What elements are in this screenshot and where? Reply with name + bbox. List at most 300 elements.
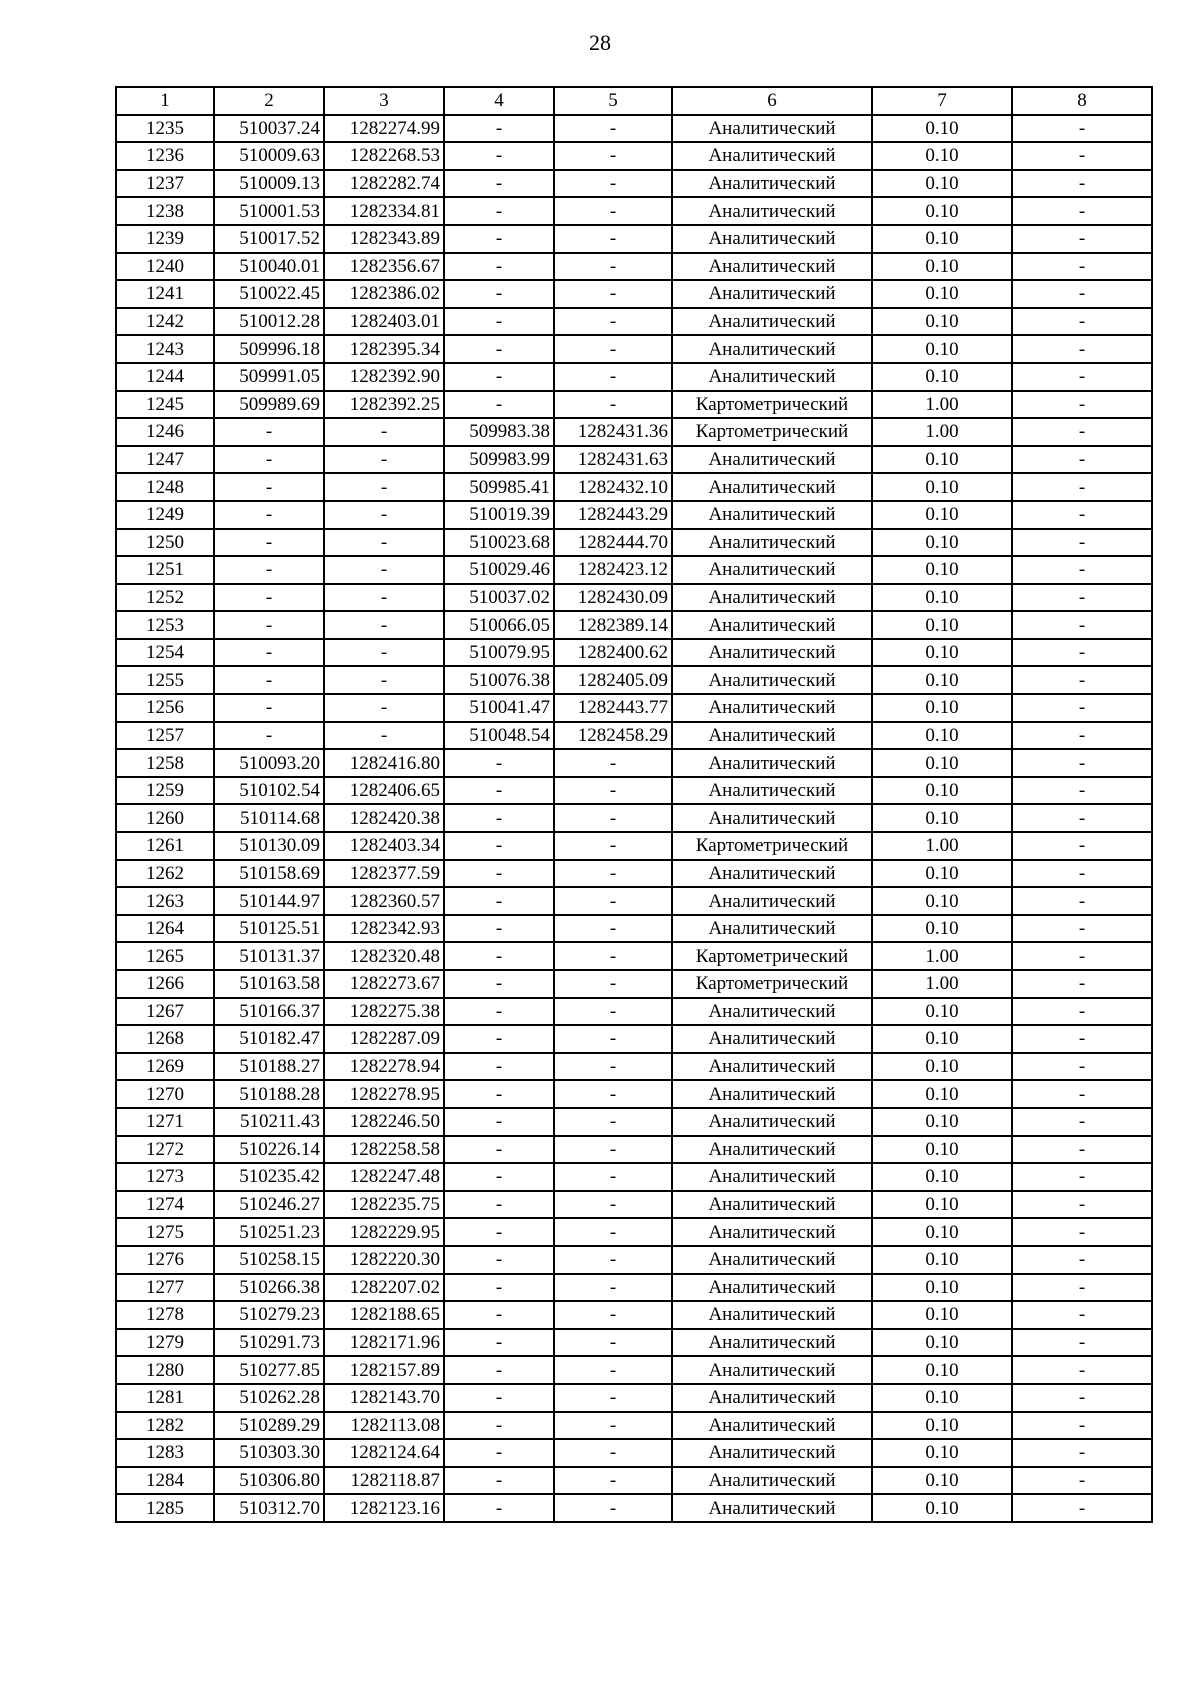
table-cell-col-1: 1268	[116, 1025, 214, 1053]
table-cell-col-5: -	[554, 1025, 672, 1053]
table-cell-col-3: 1282377.59	[324, 860, 444, 888]
table-cell-col-7: 0.10	[872, 1025, 1012, 1053]
table-cell-col-4: -	[444, 1191, 554, 1219]
table-cell-col-7: 0.10	[872, 1163, 1012, 1191]
table-cell-col-1: 1235	[116, 115, 214, 143]
table-cell-col-8: -	[1012, 887, 1152, 915]
table-cell-col-8: -	[1012, 860, 1152, 888]
column-header-8: 8	[1012, 87, 1152, 115]
table-cell-col-3: 1282356.67	[324, 253, 444, 281]
table-cell-col-4: -	[444, 1218, 554, 1246]
table-cell-col-4: -	[444, 1494, 554, 1522]
table-cell-col-7: 0.10	[872, 280, 1012, 308]
table-cell-col-4: -	[444, 970, 554, 998]
table-cell-col-6: Аналитический	[672, 446, 872, 474]
table-cell-col-5: -	[554, 804, 672, 832]
table-cell-col-3: 1282334.81	[324, 197, 444, 225]
table-row	[116, 1246, 1152, 1274]
table-cell-col-7: 0.10	[872, 1467, 1012, 1495]
table-cell-col-5: -	[554, 225, 672, 253]
table-cell-col-6: Аналитический	[672, 998, 872, 1026]
table-row	[116, 142, 1152, 170]
table-cell-col-7: 1.00	[872, 970, 1012, 998]
table-row	[116, 1218, 1152, 1246]
table-cell-col-8: -	[1012, 1467, 1152, 1495]
table-cell-col-2: 510251.23	[214, 1218, 324, 1246]
column-header-2: 2	[214, 87, 324, 115]
table-cell-col-7: 0.10	[872, 1356, 1012, 1384]
table-cell-col-6: Аналитический	[672, 1412, 872, 1440]
table-cell-col-8: -	[1012, 529, 1152, 557]
table-cell-col-6: Аналитический	[672, 1080, 872, 1108]
table-cell-col-5: 1282443.29	[554, 501, 672, 529]
column-header-7: 7	[872, 87, 1012, 115]
table-cell-col-5: -	[554, 1494, 672, 1522]
table-cell-col-4: -	[444, 860, 554, 888]
table-row	[116, 501, 1152, 529]
table-cell-col-8: -	[1012, 197, 1152, 225]
table-cell-col-6: Картометрический	[672, 391, 872, 419]
table-cell-col-7: 0.10	[872, 115, 1012, 143]
table-cell-col-2: 510009.13	[214, 170, 324, 198]
table-cell-col-3: 1282171.96	[324, 1329, 444, 1357]
table-cell-col-5: 1282405.09	[554, 666, 672, 694]
table-cell-col-1: 1280	[116, 1356, 214, 1384]
table-cell-col-7: 0.10	[872, 473, 1012, 501]
table-cell-col-2: -	[214, 666, 324, 694]
table-cell-col-6: Аналитический	[672, 860, 872, 888]
table-cell-col-7: 0.10	[872, 1494, 1012, 1522]
table-cell-col-8: -	[1012, 1246, 1152, 1274]
table-cell-col-3: 1282229.95	[324, 1218, 444, 1246]
table-cell-col-8: -	[1012, 170, 1152, 198]
table-cell-col-8: -	[1012, 584, 1152, 612]
table-cell-col-1: 1260	[116, 804, 214, 832]
table-cell-col-4: -	[444, 1329, 554, 1357]
table-cell-col-8: -	[1012, 1439, 1152, 1467]
table-cell-col-4: -	[444, 225, 554, 253]
page-number: 28	[589, 30, 611, 55]
table-cell-col-8: -	[1012, 694, 1152, 722]
column-header-5: 5	[554, 87, 672, 115]
table-cell-col-2: -	[214, 473, 324, 501]
table-cell-col-1: 1250	[116, 529, 214, 557]
table-cell-col-5: -	[554, 1080, 672, 1108]
table-cell-col-6: Аналитический	[672, 611, 872, 639]
table-cell-col-8: -	[1012, 1274, 1152, 1302]
table-cell-col-2: 510022.45	[214, 280, 324, 308]
column-header-4: 4	[444, 87, 554, 115]
table-cell-col-7: 0.10	[872, 804, 1012, 832]
table-cell-col-1: 1274	[116, 1191, 214, 1219]
table-row	[116, 611, 1152, 639]
table-cell-col-2: 510093.20	[214, 749, 324, 777]
table-cell-col-5: -	[554, 1218, 672, 1246]
table-cell-col-2: 510017.52	[214, 225, 324, 253]
table-cell-col-5: -	[554, 1439, 672, 1467]
table-cell-col-1: 1255	[116, 666, 214, 694]
table-cell-col-3: 1282278.95	[324, 1080, 444, 1108]
table-cell-col-7: 0.10	[872, 722, 1012, 750]
table-cell-col-7: 0.10	[872, 363, 1012, 391]
table-row	[116, 197, 1152, 225]
table-cell-col-4: 510041.47	[444, 694, 554, 722]
table-cell-col-4: -	[444, 1467, 554, 1495]
table-cell-col-6: Аналитический	[672, 115, 872, 143]
table-cell-col-5: 1282400.62	[554, 639, 672, 667]
table-cell-col-8: -	[1012, 639, 1152, 667]
table-cell-col-7: 0.10	[872, 1439, 1012, 1467]
table-cell-col-6: Аналитический	[672, 1246, 872, 1274]
table-cell-col-1: 1278	[116, 1301, 214, 1329]
table-row	[116, 280, 1152, 308]
table-cell-col-5: 1282431.36	[554, 418, 672, 446]
table-cell-col-7: 0.10	[872, 308, 1012, 336]
table-cell-col-3: 1282282.74	[324, 170, 444, 198]
table-cell-col-1: 1269	[116, 1053, 214, 1081]
table-cell-col-4: -	[444, 170, 554, 198]
table-cell-col-7: 0.10	[872, 915, 1012, 943]
table-cell-col-1: 1256	[116, 694, 214, 722]
table-cell-col-2: 510279.23	[214, 1301, 324, 1329]
table-cell-col-8: -	[1012, 253, 1152, 281]
table-cell-col-6: Аналитический	[672, 639, 872, 667]
table-cell-col-6: Аналитический	[672, 225, 872, 253]
table-row	[116, 1356, 1152, 1384]
table-cell-col-6: Аналитический	[672, 1384, 872, 1412]
table-cell-col-7: 0.10	[872, 170, 1012, 198]
table-cell-col-4: 509983.38	[444, 418, 554, 446]
table-cell-col-7: 0.10	[872, 749, 1012, 777]
table-cell-col-6: Аналитический	[672, 1053, 872, 1081]
table-cell-col-8: -	[1012, 280, 1152, 308]
table-cell-col-5: -	[554, 832, 672, 860]
table-cell-col-5: -	[554, 1274, 672, 1302]
table-cell-col-8: -	[1012, 308, 1152, 336]
table-header-row	[116, 87, 1152, 115]
table-cell-col-1: 1246	[116, 418, 214, 446]
table-cell-col-4: -	[444, 142, 554, 170]
table-cell-col-8: -	[1012, 998, 1152, 1026]
table-cell-col-8: -	[1012, 115, 1152, 143]
table-cell-col-7: 0.10	[872, 860, 1012, 888]
table-cell-col-1: 1248	[116, 473, 214, 501]
table-cell-col-1: 1275	[116, 1218, 214, 1246]
table-row	[116, 666, 1152, 694]
table-cell-col-7: 0.10	[872, 529, 1012, 557]
table-cell-col-5: -	[554, 1384, 672, 1412]
table-cell-col-2: 510188.27	[214, 1053, 324, 1081]
table-cell-col-3: -	[324, 473, 444, 501]
table-cell-col-6: Аналитический	[672, 197, 872, 225]
table-cell-col-6: Аналитический	[672, 722, 872, 750]
table-cell-col-3: -	[324, 611, 444, 639]
table-cell-col-6: Аналитический	[672, 363, 872, 391]
table-cell-col-2: 510130.09	[214, 832, 324, 860]
table-cell-col-5: -	[554, 1163, 672, 1191]
table-cell-col-7: 0.10	[872, 1191, 1012, 1219]
table-cell-col-5: -	[554, 391, 672, 419]
table-cell-col-6: Картометрический	[672, 970, 872, 998]
table-cell-col-8: -	[1012, 1108, 1152, 1136]
table-cell-col-5: -	[554, 970, 672, 998]
table-cell-col-3: 1282343.89	[324, 225, 444, 253]
table-cell-col-5: -	[554, 749, 672, 777]
table-cell-col-5: -	[554, 170, 672, 198]
table-cell-col-4: 509985.41	[444, 473, 554, 501]
table-cell-col-5: -	[554, 1108, 672, 1136]
table-cell-col-4: -	[444, 280, 554, 308]
table-cell-col-7: 0.10	[872, 1246, 1012, 1274]
table-cell-col-1: 1244	[116, 363, 214, 391]
table-cell-col-8: -	[1012, 970, 1152, 998]
table-cell-col-4: -	[444, 391, 554, 419]
table-cell-col-5: -	[554, 115, 672, 143]
table-cell-col-6: Аналитический	[672, 777, 872, 805]
table-cell-col-2: 510144.97	[214, 887, 324, 915]
table-row	[116, 1053, 1152, 1081]
table-cell-col-6: Аналитический	[672, 253, 872, 281]
table-cell-col-7: 0.10	[872, 446, 1012, 474]
table-cell-col-4: -	[444, 115, 554, 143]
table-cell-col-3: 1282420.38	[324, 804, 444, 832]
table-cell-col-7: 0.10	[872, 197, 1012, 225]
table-cell-col-4: -	[444, 1136, 554, 1164]
table-row	[116, 777, 1152, 805]
table-cell-col-1: 1272	[116, 1136, 214, 1164]
table-cell-col-2: 510226.14	[214, 1136, 324, 1164]
table-cell-col-1: 1262	[116, 860, 214, 888]
table-cell-col-1: 1240	[116, 253, 214, 281]
table-cell-col-3: -	[324, 418, 444, 446]
table-cell-col-1: 1239	[116, 225, 214, 253]
table-cell-col-2: -	[214, 639, 324, 667]
table-cell-col-7: 0.10	[872, 501, 1012, 529]
table-cell-col-6: Аналитический	[672, 473, 872, 501]
table-cell-col-5: -	[554, 335, 672, 363]
table-cell-col-5: 1282443.77	[554, 694, 672, 722]
table-cell-col-6: Аналитический	[672, 1439, 872, 1467]
table-cell-col-5: -	[554, 308, 672, 336]
table-cell-col-6: Картометрический	[672, 832, 872, 860]
table-cell-col-6: Картометрический	[672, 418, 872, 446]
table-cell-col-2: 510131.37	[214, 942, 324, 970]
table-cell-col-2: 510102.54	[214, 777, 324, 805]
table-cell-col-7: 0.10	[872, 225, 1012, 253]
table-cell-col-1: 1251	[116, 556, 214, 584]
table-cell-col-1: 1257	[116, 722, 214, 750]
table-cell-col-6: Аналитический	[672, 308, 872, 336]
table-cell-col-3: 1282235.75	[324, 1191, 444, 1219]
table-cell-col-2: 510211.43	[214, 1108, 324, 1136]
table-cell-col-1: 1238	[116, 197, 214, 225]
table-cell-col-5: -	[554, 1301, 672, 1329]
table-cell-col-2: -	[214, 694, 324, 722]
table-cell-col-6: Аналитический	[672, 694, 872, 722]
table-cell-col-4: -	[444, 1246, 554, 1274]
table-cell-col-7: 0.10	[872, 556, 1012, 584]
table-cell-col-3: 1282416.80	[324, 749, 444, 777]
table-cell-col-3: -	[324, 694, 444, 722]
table-cell-col-6: Аналитический	[672, 170, 872, 198]
table-cell-col-4: -	[444, 1412, 554, 1440]
table-cell-col-3: 1282188.65	[324, 1301, 444, 1329]
table-cell-col-5: -	[554, 887, 672, 915]
table-cell-col-2: 510182.47	[214, 1025, 324, 1053]
table-row	[116, 1494, 1152, 1522]
table-cell-col-2: 510188.28	[214, 1080, 324, 1108]
table-row	[116, 446, 1152, 474]
table-cell-col-5: 1282389.14	[554, 611, 672, 639]
table-cell-col-6: Аналитический	[672, 1218, 872, 1246]
column-header-3: 3	[324, 87, 444, 115]
table-cell-col-1: 1252	[116, 584, 214, 612]
table-cell-col-8: -	[1012, 1356, 1152, 1384]
table-cell-col-3: 1282123.16	[324, 1494, 444, 1522]
coordinates-table	[115, 86, 1153, 1523]
table-cell-col-3: 1282220.30	[324, 1246, 444, 1274]
table-cell-col-3: 1282273.67	[324, 970, 444, 998]
table-cell-col-6: Аналитический	[672, 1467, 872, 1495]
table-row	[116, 804, 1152, 832]
table-cell-col-6: Аналитический	[672, 335, 872, 363]
table-cell-col-5: -	[554, 1412, 672, 1440]
table-row	[116, 529, 1152, 557]
table-cell-col-4: 510076.38	[444, 666, 554, 694]
table-cell-col-5: 1282431.63	[554, 446, 672, 474]
table-cell-col-3: 1282113.08	[324, 1412, 444, 1440]
table-cell-col-1: 1241	[116, 280, 214, 308]
table-cell-col-4: -	[444, 915, 554, 943]
table-cell-col-5: -	[554, 1467, 672, 1495]
table-cell-col-6: Аналитический	[672, 1494, 872, 1522]
table-cell-col-7: 0.10	[872, 887, 1012, 915]
table-cell-col-1: 1276	[116, 1246, 214, 1274]
table-cell-col-7: 0.10	[872, 639, 1012, 667]
table-cell-col-6: Аналитический	[672, 142, 872, 170]
table-row	[116, 335, 1152, 363]
table-cell-col-8: -	[1012, 1136, 1152, 1164]
table-cell-col-4: -	[444, 1025, 554, 1053]
table-cell-col-2: 510303.30	[214, 1439, 324, 1467]
table-cell-col-8: -	[1012, 418, 1152, 446]
table-cell-col-6: Аналитический	[672, 1301, 872, 1329]
table-cell-col-8: -	[1012, 1301, 1152, 1329]
table-cell-col-2: 509996.18	[214, 335, 324, 363]
table-cell-col-7: 0.10	[872, 694, 1012, 722]
table-cell-col-5: -	[554, 1053, 672, 1081]
table-row	[116, 1136, 1152, 1164]
table-cell-col-6: Аналитический	[672, 887, 872, 915]
table-cell-col-3: 1282207.02	[324, 1274, 444, 1302]
table-cell-col-4: 510019.39	[444, 501, 554, 529]
table-cell-col-1: 1266	[116, 970, 214, 998]
table-cell-col-2: 510277.85	[214, 1356, 324, 1384]
table-cell-col-1: 1263	[116, 887, 214, 915]
table-cell-col-2: 509991.05	[214, 363, 324, 391]
table-cell-col-7: 0.10	[872, 1136, 1012, 1164]
table-cell-col-4: -	[444, 1163, 554, 1191]
table-cell-col-4: 510037.02	[444, 584, 554, 612]
table-cell-col-2: 510114.68	[214, 804, 324, 832]
table-row	[116, 418, 1152, 446]
table-cell-col-7: 0.10	[872, 611, 1012, 639]
table-cell-col-2: 510166.37	[214, 998, 324, 1026]
table-cell-col-4: -	[444, 804, 554, 832]
table-cell-col-8: -	[1012, 804, 1152, 832]
table-cell-col-1: 1249	[116, 501, 214, 529]
table-cell-col-8: -	[1012, 1494, 1152, 1522]
table-cell-col-8: -	[1012, 1412, 1152, 1440]
table-cell-col-2: 510009.63	[214, 142, 324, 170]
table-cell-col-7: 1.00	[872, 832, 1012, 860]
table-cell-col-2: -	[214, 611, 324, 639]
table-cell-col-3: 1282157.89	[324, 1356, 444, 1384]
table-cell-col-1: 1281	[116, 1384, 214, 1412]
table-row	[116, 1384, 1152, 1412]
table-cell-col-3: -	[324, 639, 444, 667]
table-cell-col-6: Аналитический	[672, 1025, 872, 1053]
table-row	[116, 584, 1152, 612]
table-cell-col-8: -	[1012, 611, 1152, 639]
table-row	[116, 391, 1152, 419]
table-row	[116, 1412, 1152, 1440]
table-cell-col-8: -	[1012, 915, 1152, 943]
table-cell-col-4: -	[444, 253, 554, 281]
table-cell-col-2: -	[214, 446, 324, 474]
table-cell-col-3: -	[324, 584, 444, 612]
table-cell-col-4: -	[444, 777, 554, 805]
table-cell-col-2: 510235.42	[214, 1163, 324, 1191]
table-cell-col-3: 1282342.93	[324, 915, 444, 943]
table-cell-col-4: -	[444, 197, 554, 225]
table-cell-col-4: -	[444, 1356, 554, 1384]
table-row	[116, 1080, 1152, 1108]
table-cell-col-5: -	[554, 777, 672, 805]
table-cell-col-3: 1282274.99	[324, 115, 444, 143]
table-cell-col-3: 1282258.58	[324, 1136, 444, 1164]
table-cell-col-1: 1273	[116, 1163, 214, 1191]
table-cell-col-3: 1282118.87	[324, 1467, 444, 1495]
table-cell-col-4: -	[444, 887, 554, 915]
table-cell-col-4: -	[444, 942, 554, 970]
table-cell-col-8: -	[1012, 1080, 1152, 1108]
table-cell-col-7: 0.10	[872, 1218, 1012, 1246]
table-row	[116, 749, 1152, 777]
table-cell-col-7: 0.10	[872, 1329, 1012, 1357]
table-cell-col-3: 1282278.94	[324, 1053, 444, 1081]
table-cell-col-3: 1282247.48	[324, 1163, 444, 1191]
table-row	[116, 915, 1152, 943]
table-cell-col-4: -	[444, 308, 554, 336]
table-cell-col-7: 1.00	[872, 942, 1012, 970]
table-cell-col-7: 0.10	[872, 1108, 1012, 1136]
table-cell-col-8: -	[1012, 749, 1152, 777]
table-cell-col-1: 1237	[116, 170, 214, 198]
table-cell-col-5: -	[554, 1191, 672, 1219]
table-cell-col-5: 1282432.10	[554, 473, 672, 501]
table-cell-col-4: 510066.05	[444, 611, 554, 639]
table-cell-col-7: 0.10	[872, 1412, 1012, 1440]
table-cell-col-2: 510001.53	[214, 197, 324, 225]
table-cell-col-7: 0.10	[872, 777, 1012, 805]
table-cell-col-2: 510289.29	[214, 1412, 324, 1440]
table-cell-col-6: Аналитический	[672, 280, 872, 308]
table-cell-col-7: 0.10	[872, 1080, 1012, 1108]
table-row	[116, 887, 1152, 915]
table-cell-col-8: -	[1012, 722, 1152, 750]
table-cell-col-2: 510262.28	[214, 1384, 324, 1412]
